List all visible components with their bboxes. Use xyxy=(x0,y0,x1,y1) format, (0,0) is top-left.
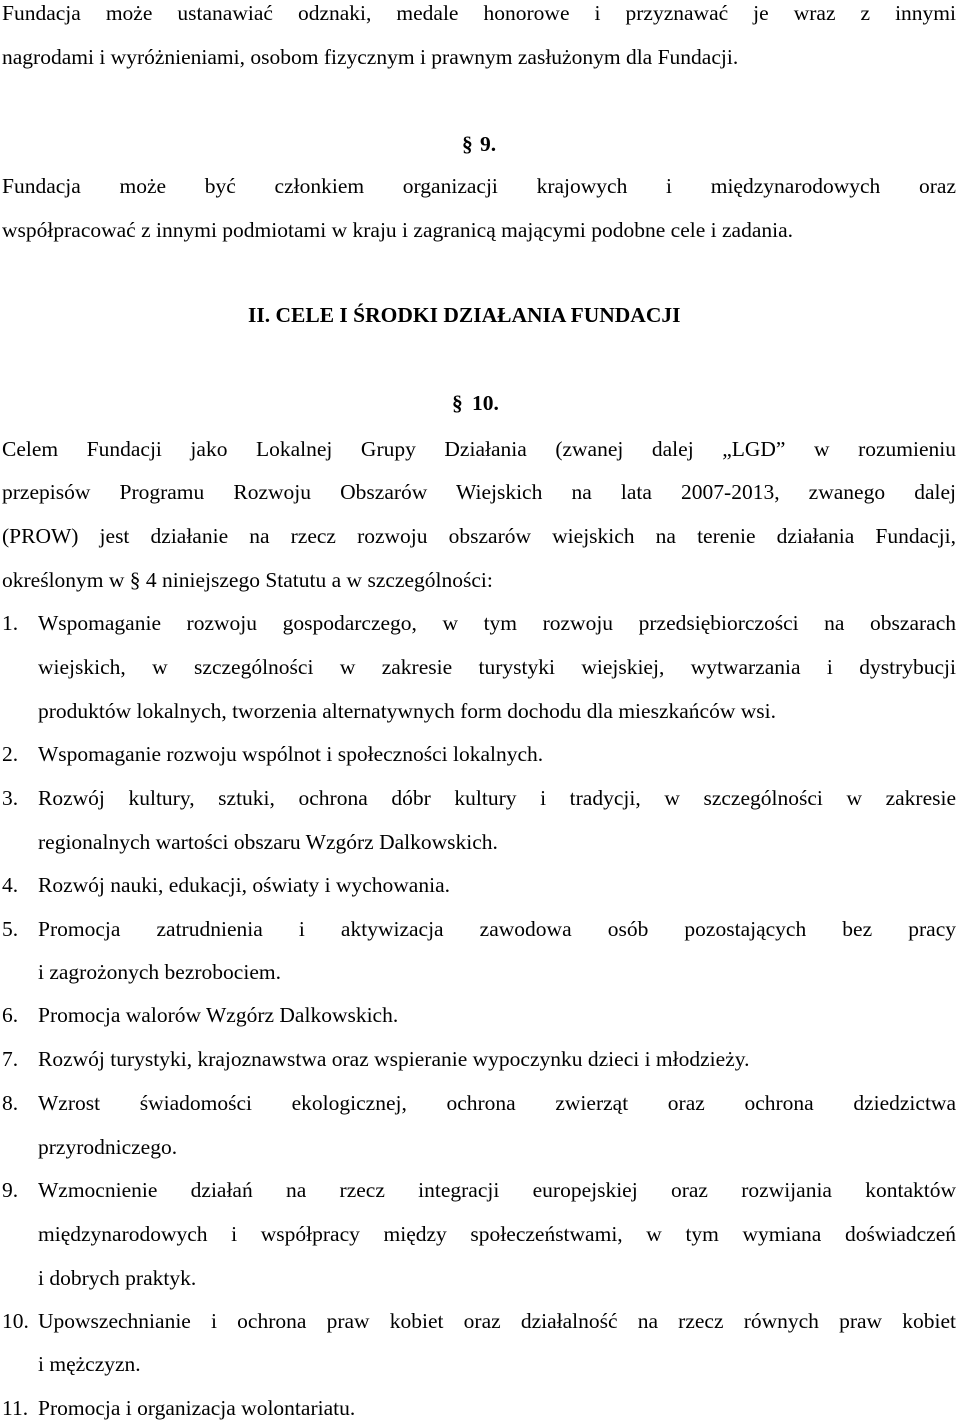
list-item-number: 7. xyxy=(2,1047,19,1071)
section-symbol: § xyxy=(452,391,463,415)
para9-line-2: współpracować z innymi podmiotami w kraju i zagranicą mającymi podobne cele i zadania. xyxy=(2,218,794,242)
list-item-number: 6. xyxy=(2,1003,19,1027)
list-item-number: 2. xyxy=(2,742,19,766)
intro-line-1: Fundacja może ustanawiać odznaki, medale honorowe i przyznawać je wraz z innymi xyxy=(2,1,956,25)
paragraph-10-number: 10. xyxy=(472,391,499,415)
list-item-text: Upowszechnianie i ochrona praw kobiet oraz działalność na rzecz równych praw kobiet xyxy=(38,1309,956,1333)
para10-line-2: przepisów Programu Rozwoju Obszarów Wiejskich na lata 2007-2013, zwanego dalej xyxy=(2,480,956,504)
list-item-text: Wspomaganie rozwoju wspólnot i społeczności lokalnych. xyxy=(38,742,544,766)
list-item-number: 11. xyxy=(2,1396,29,1420)
para10-line-1: Celem Fundacji jako Lokalnej Grupy Działania (zwanej dalej „LGD” w rozumieniu xyxy=(2,437,956,461)
list-item-number: 8. xyxy=(2,1091,19,1115)
list-item-text: Wzmocnienie działań na rzecz integracji europejskiej oraz rozwijania kontaktów xyxy=(38,1178,956,1202)
list-item-number: 9. xyxy=(2,1178,19,1202)
section-heading: II. CELE I ŚRODKI DZIAŁANIA FUNDACJI xyxy=(248,303,681,327)
list-item-text: Rozwój nauki, edukacji, oświaty i wychowania. xyxy=(38,873,450,897)
list-item-text: i zagrożonych bezrobociem. xyxy=(38,960,281,984)
list-item-text: wiejskich, w szczególności w zakresie turystyki wiejskiej, wytwarzania i dystrybucji xyxy=(38,655,956,679)
list-item-number: 4. xyxy=(2,873,19,897)
section-symbol: § xyxy=(129,568,141,592)
list-item-text: przyrodniczego. xyxy=(38,1135,178,1159)
list-item-text: Wzrost świadomości ekologicznej, ochrona zwierząt oraz ochrona dziedzictwa xyxy=(38,1091,956,1115)
list-item-number: 5. xyxy=(2,917,19,941)
list-item-text: Rozwój kultury, sztuki, ochrona dóbr kultury i tradycji, w szczególności w zakresie xyxy=(38,786,956,810)
para10-line-4-end: 4 niniejszego Statutu a w szczególności: xyxy=(140,568,493,592)
paragraph-9-number: 9. xyxy=(480,132,497,156)
para9-line-1: Fundacja może być członkiem organizacji krajowych i międzynarodowych oraz xyxy=(2,174,956,198)
list-item-text: regionalnych wartości obszaru Wzgórz Dalkowskich. xyxy=(38,830,498,854)
list-item-text: produktów lokalnych, tworzenia alternatywnych form dochodu dla mieszkańców wsi. xyxy=(38,699,776,723)
list-item-number: 10. xyxy=(2,1309,29,1333)
list-item-text: Promocja walorów Wzgórz Dalkowskich. xyxy=(38,1003,399,1027)
list-item-text: i mężczyzn. xyxy=(38,1352,141,1376)
list-item-text: Wspomaganie rozwoju gospodarczego, w tym rozwoju przedsiębiorczości na obszarach xyxy=(38,611,956,635)
list-item-text: Promocja zatrudnienia i aktywizacja zawodowa osób pozostających bez pracy xyxy=(38,917,956,941)
list-item-text: Promocja i organizacja wolontariatu. xyxy=(38,1396,356,1420)
para10-line-3: (PROW) jest działanie na rzecz rozwoju obszarów wiejskich na terenie działania Fundacji, xyxy=(2,524,956,548)
list-item-number: 3. xyxy=(2,786,19,810)
intro-line-2: nagrodami i wyróżnieniami, osobom fizycznym i prawnym zasłużonym dla Fundacji. xyxy=(2,45,739,69)
list-item-number: 1. xyxy=(2,611,19,635)
list-item-text: Rozwój turystyki, krajoznawstwa oraz wspieranie wypoczynku dzieci i młodzieży. xyxy=(38,1047,750,1071)
section-symbol: § xyxy=(462,132,473,156)
para10-line-4 xyxy=(2,567,956,593)
para10-line-4-start: określonym w xyxy=(2,568,130,592)
list-item-text: i dobrych praktyk. xyxy=(38,1266,197,1290)
list-item-text: międzynarodowych i współpracy między społeczeństwami, w tym wymiana doświadczeń xyxy=(38,1222,956,1246)
